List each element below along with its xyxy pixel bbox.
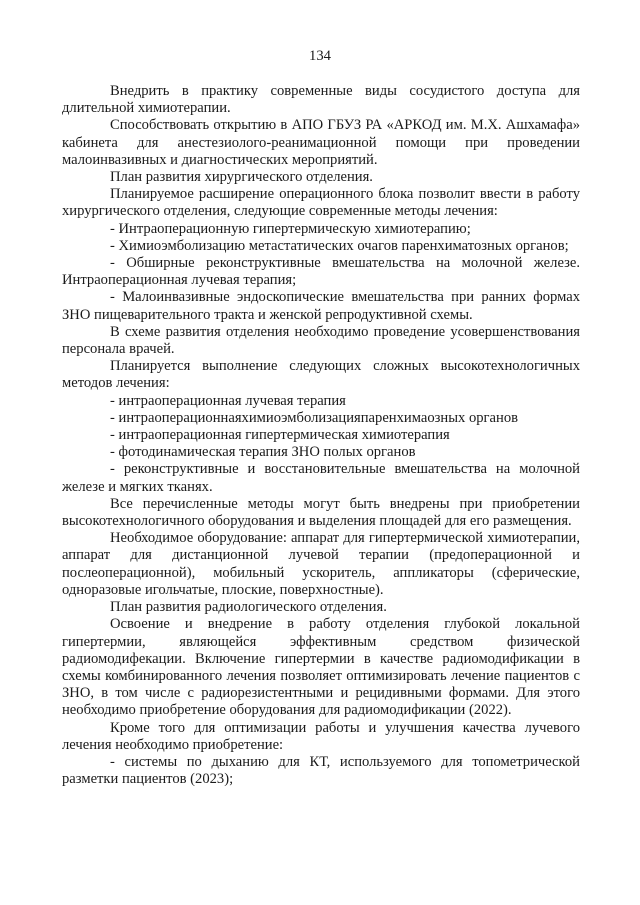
paragraph: Все перечисленные методы могут быть внедрены при приобретении высокотехнологичного оборудования и выделения площадей для его размещения.: [62, 495, 580, 530]
paragraph: Кроме того для оптимизации работы и улучшения качества лучевого лечения необходимо приобретение:: [62, 719, 580, 753]
paragraph: План развития радиологического отделения.: [110, 599, 387, 616]
list-item: - интраоперационнаяхимиоэмболизацияпаренхимаозных органов: [110, 409, 519, 426]
list-item: - системы по дыханию для КТ, используемого для топометрической разметки пациентов (2023);: [62, 753, 580, 788]
paragraph: План развития хирургического отделения.: [110, 169, 373, 186]
list-item: - Обширные реконструктивные вмешательства на молочной железе. Интраоперационная лучевая терапия;: [62, 255, 580, 289]
list-item: - реконструктивные и восстановительные вмешательства на молочной железе и мягких тканях.: [62, 461, 580, 495]
paragraph: Освоение и внедрение в работу отделения глубокой локальной гипертермии, являющейся эффективным средством физической радиомодифекации. Включение гипертермии в качестве радиомодификации в схемы комбинированного лечения позволяет оптимизировать лечение пациентов с ЗНО, в том числе с радиорезистентными и рецидивными формами. Для этого необходимо приобретение оборудования для радиомодификации (2022).: [62, 616, 580, 719]
paragraph: Способствовать открытию в АПО ГБУЗ РА «АРКОД им. М.Х. Ашхамафа» кабинета для анестезиолого-реанимационной помощи при проведении малоинвазивных и диагностических мероприятий.: [62, 117, 580, 168]
page-number: 134: [309, 48, 331, 64]
paragraph: Планируемое расширение операционного блока позволит ввести в работу хирургического отделения, следующие современные методы лечения:: [62, 186, 580, 220]
list-item: - Малоинвазивные эндоскопические вмешательства при ранних формах ЗНО пищеварительного тракта и женской репродуктивной схемы.: [62, 289, 580, 323]
paragraph: Планируется выполнение следующих сложных высокотехнологичных методов лечения:: [62, 358, 580, 392]
list-item: - Химиоэмболизацию метастатических очагов паренхиматозных органов;: [110, 237, 569, 254]
list-item: - фотодинамическая терапия ЗНО полых органов: [110, 444, 416, 461]
document-body: [62, 83, 580, 788]
paragraph: Необходимое оборудование: аппарат для гипертермической химиотерапии, аппарат для дистанционной лучевой терапии (предоперационной и послеоперационной), мобильный ускоритель, аппликаторы (сферические, одноразовые игольчатые, плоские, поверхностные).: [62, 530, 580, 598]
list-item: - интраоперационная гипертермическая химиотерапия: [110, 427, 450, 444]
paragraph: Внедрить в практику современные виды сосудистого доступа для длительной химиотерапии.: [62, 83, 580, 117]
list-item: - Интраоперационную гипертермическую химиотерапию;: [110, 220, 471, 237]
paragraph: В схеме развития отделения необходимо проведение усовершенствования персонала врачей.: [62, 323, 580, 358]
list-item: - интраоперационная лучевая терапия: [110, 392, 346, 409]
